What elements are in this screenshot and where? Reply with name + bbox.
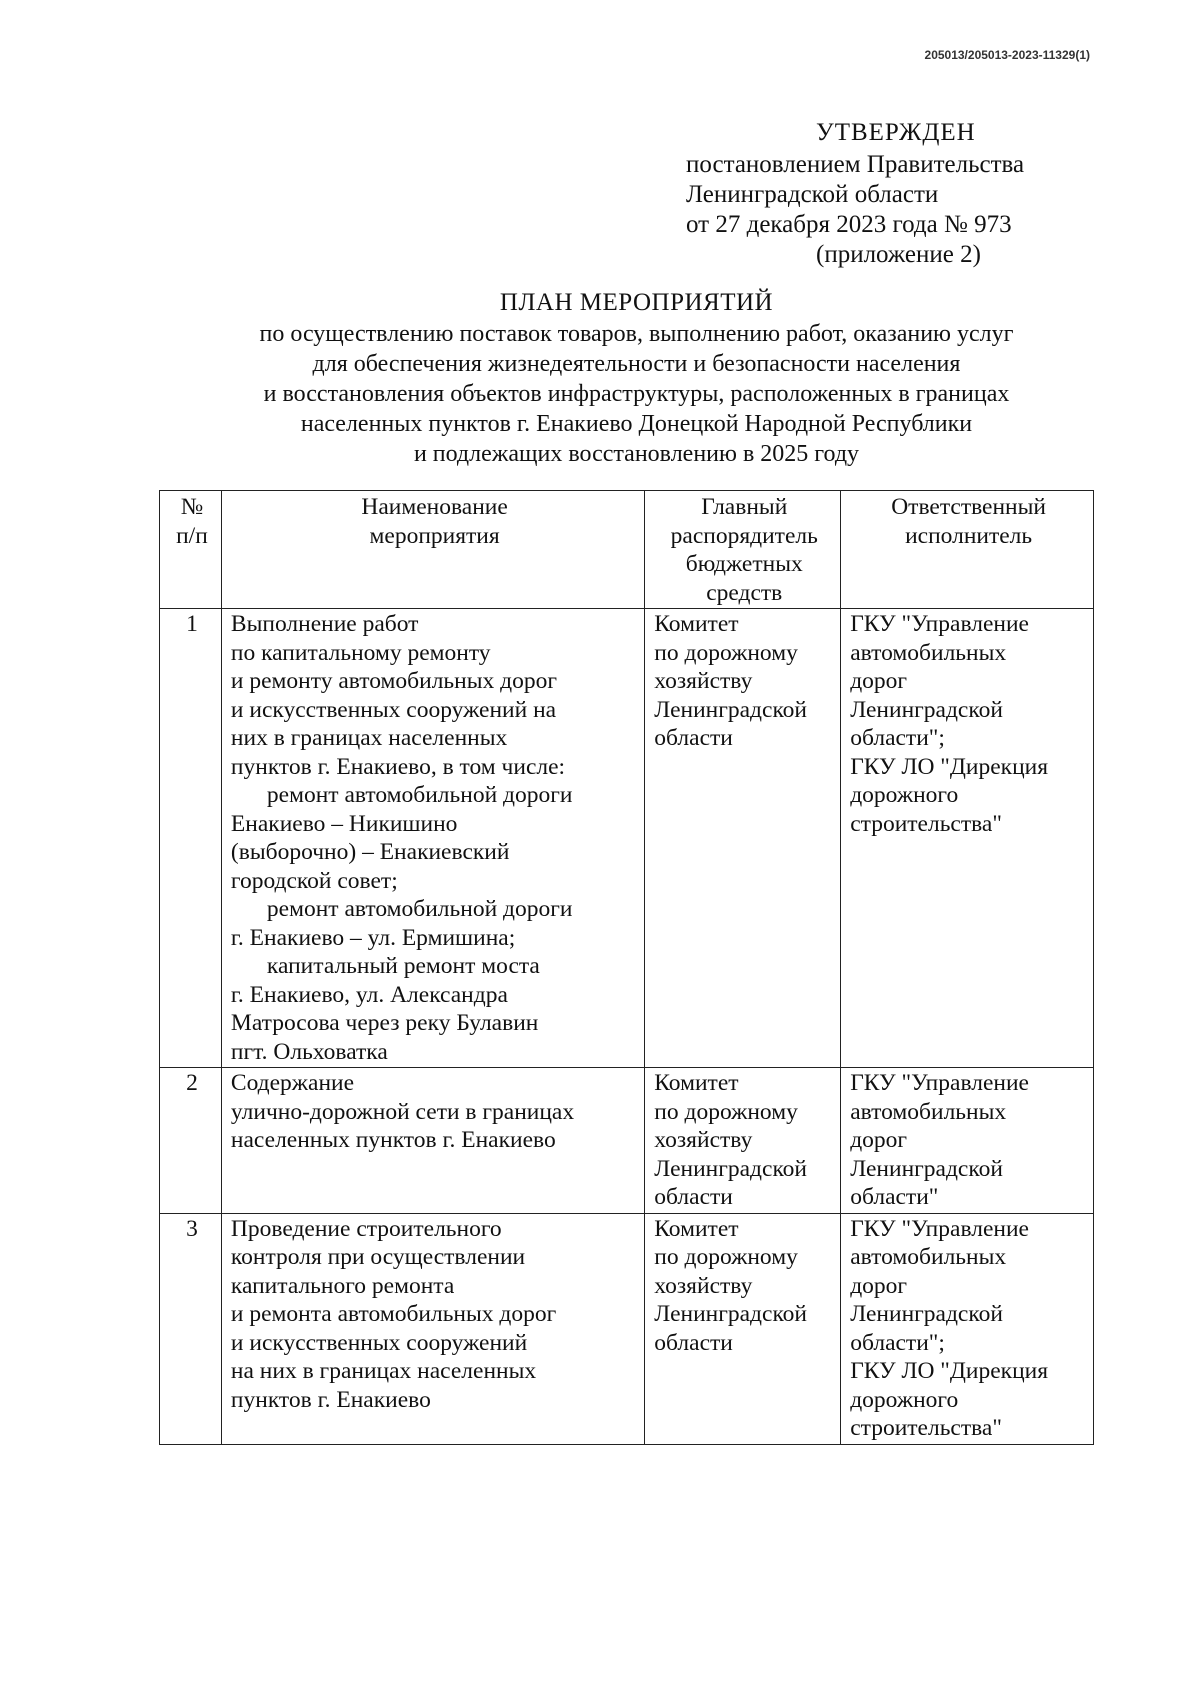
cell-line: строительства" (850, 810, 1002, 837)
cell-line: капитального ремонта (230, 1272, 455, 1299)
header-line: Главный (701, 494, 788, 520)
plan-heading (100, 288, 1173, 469)
cell-line: Ленинградской (850, 696, 1003, 723)
cell-line: пгт. Ольховатка (230, 1038, 388, 1065)
cell-line: Енакиево – Никишино (230, 810, 458, 837)
cell-line: дорог (850, 1272, 908, 1299)
document-id: 205013/205013-2023-11329(1) (924, 48, 1090, 62)
cell-line: Выполнение работ (230, 611, 419, 637)
cell-line: пунктов г. Енакиево (230, 1386, 431, 1413)
header-num (160, 491, 222, 609)
approval-line: Ленинградской области (686, 181, 939, 208)
cell-line: по капитальному ремонту (230, 639, 491, 666)
header-line: Ответственный (891, 494, 1046, 520)
cell-line: них в границах населенных (230, 725, 508, 751)
cell-line: ГКУ ЛО "Дирекция (850, 753, 1049, 780)
cell-line: Комитет (654, 611, 739, 637)
cell-line: по дорожному (654, 1098, 798, 1125)
cell-line: Комитет (654, 1215, 739, 1242)
table-row (160, 609, 1094, 1068)
header-line: бюджетных (685, 551, 803, 577)
row-number: 2 (160, 1068, 222, 1214)
cell-line: контроля при осуществлении (230, 1244, 526, 1270)
cell-line: ГКУ "Управление (850, 611, 1029, 637)
header-exec (841, 491, 1094, 609)
row-exec (841, 1068, 1094, 1214)
header-line: средств (706, 579, 783, 606)
cell-line: и искусственных сооружений на (230, 696, 557, 723)
cell-line: автомобильных (850, 1098, 1007, 1125)
cell-line: Ленинградской (850, 1155, 1003, 1182)
cell-line: Ленинградской (654, 1301, 807, 1327)
approval-block (686, 118, 1106, 270)
header-line: № (180, 494, 204, 520)
header-line: исполнитель (905, 522, 1033, 549)
cell-line: Содержание (230, 1070, 355, 1096)
cell-line: ГКУ "Управление (850, 1215, 1029, 1242)
row-number: 1 (160, 609, 222, 1068)
plan-subtitle-line: и подлежащих восстановлению в 2025 году (413, 441, 860, 467)
row-admin (645, 1068, 841, 1214)
approval-line: от 27 декабря 2023 года № 973 (686, 211, 1012, 238)
row-name (221, 1213, 644, 1444)
cell-line: дорожного (850, 1386, 959, 1413)
cell-line: ремонт автомобильной дороги (266, 896, 573, 922)
cell-line: Матросова через реку Булавин (230, 1010, 539, 1036)
cell-line: Ленинградской (654, 1155, 807, 1182)
cell-line: хозяйству (654, 668, 753, 694)
cell-line: области" (850, 1184, 939, 1210)
cell-line: хозяйству (654, 1272, 753, 1299)
header-line: Наименование (361, 494, 508, 520)
cell-line: дорожного (850, 782, 959, 808)
header-line: распорядитель (670, 522, 818, 549)
cell-line: строительства" (850, 1415, 1002, 1441)
cell-line: ГКУ "Управление (850, 1070, 1029, 1096)
cell-line: Ленинградской (654, 696, 807, 723)
approval-line: постановлением Правительства (686, 151, 1025, 178)
table-header-row (160, 491, 1094, 609)
row-exec (841, 609, 1094, 1068)
plan-subtitle-line: по осуществлению поставок товаров, выполнению работ, оказанию услуг (259, 321, 1014, 347)
cell-line: области (654, 1329, 733, 1356)
cell-line: на них в границах населенных (230, 1358, 537, 1384)
cell-line: области (654, 1184, 733, 1210)
cell-line: городской совет; (230, 867, 398, 894)
cell-line: автомобильных (850, 639, 1007, 666)
plan-title: ПЛАН МЕРОПРИЯТИЙ (499, 289, 774, 316)
cell-line: области"; (850, 725, 945, 751)
cell-line: хозяйству (654, 1127, 753, 1153)
row-exec (841, 1213, 1094, 1444)
cell-line: автомобильных (850, 1244, 1007, 1270)
approval-title: УТВЕРЖДЕН (816, 119, 976, 146)
cell-line: ремонт автомобильной дороги (266, 782, 573, 808)
cell-line: области (654, 725, 733, 751)
row-number: 3 (160, 1213, 222, 1444)
row-admin (645, 609, 841, 1068)
cell-line: и ремонту автомобильных дорог (230, 668, 557, 694)
cell-line: и ремонта автомобильных дорог (230, 1301, 557, 1327)
row-name (221, 609, 644, 1068)
cell-line: капитальный ремонт моста (266, 953, 540, 979)
table-row (160, 1068, 1094, 1214)
cell-line: (выборочно) – Енакиевский (230, 839, 510, 865)
cell-line: ГКУ ЛО "Дирекция (850, 1358, 1049, 1384)
row-name (221, 1068, 644, 1214)
row-admin (645, 1213, 841, 1444)
cell-line: Проведение строительного (230, 1215, 502, 1242)
cell-line: и искусственных сооружений (230, 1329, 528, 1356)
cell-line: г. Енакиево, ул. Александра (230, 981, 508, 1008)
cell-line: Комитет (654, 1070, 739, 1096)
plan-table (159, 490, 1094, 1445)
cell-line: пунктов г. Енакиево, в том числе: (230, 753, 566, 780)
cell-line: области"; (850, 1329, 945, 1356)
plan-subtitle-line: для обеспечения жизнедеятельности и безопасности населения (312, 351, 961, 377)
approval-appendix: (приложение 2) (816, 241, 981, 268)
plan-subtitle-line: населенных пунктов г. Енакиево Донецкой Народной Республики (300, 411, 973, 437)
header-line: мероприятия (369, 522, 500, 549)
cell-line: населенных пунктов г. Енакиево (230, 1127, 556, 1153)
cell-line: дорог (850, 1127, 908, 1153)
cell-line: дорог (850, 668, 908, 694)
cell-line: по дорожному (654, 1244, 798, 1270)
header-name (221, 491, 644, 609)
cell-line: г. Енакиево – ул. Ермишина; (230, 924, 516, 951)
cell-line: улично-дорожной сети в границах (230, 1098, 575, 1125)
cell-line: по дорожному (654, 639, 798, 666)
header-admin (645, 491, 841, 609)
header-line: п/п (176, 522, 208, 549)
cell-line: Ленинградской (850, 1301, 1003, 1327)
table-row (160, 1213, 1094, 1444)
plan-subtitle-line: и восстановления объектов инфраструктуры, расположенных в границах (263, 381, 1010, 407)
